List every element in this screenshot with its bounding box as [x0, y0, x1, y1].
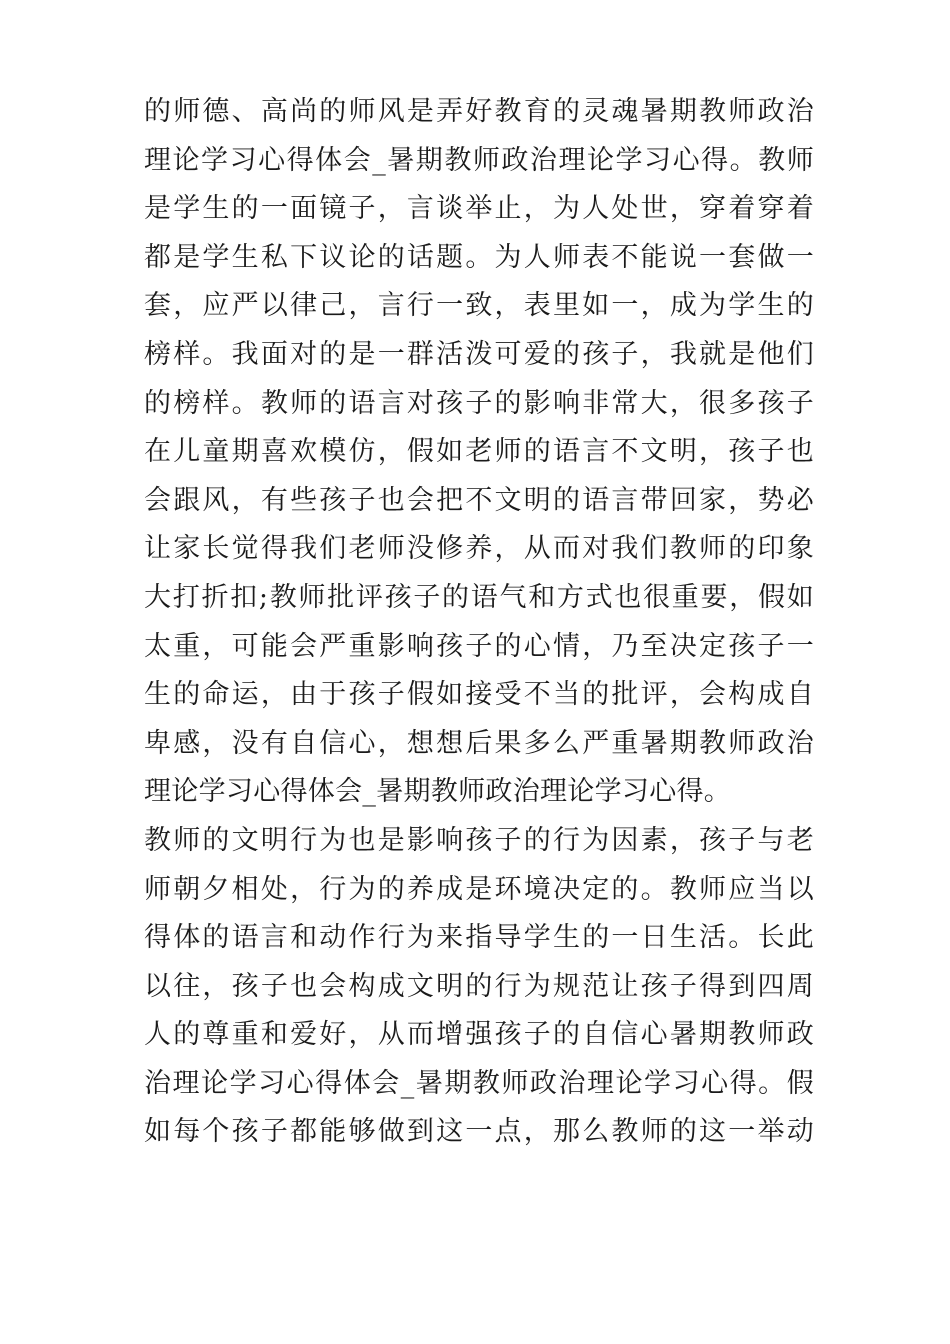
- text-line: 是学生的一面镜子，言谈举止，为人处世，穿着穿着: [144, 193, 814, 225]
- body-text: [144, 88, 814, 1157]
- text-line: 让家长觉得我们老师没修养，从而对我们教师的印象: [144, 533, 814, 565]
- text-line: 都是学生私下议论的话题。为人师表不能说一套做一: [144, 241, 814, 273]
- text-line: 生的命运，由于孩子假如接受不当的批评，会构成自: [144, 679, 814, 711]
- text-line: 得体的语言和动作行为来指导学生的一日生活。长此: [144, 922, 814, 954]
- text-line: 教师的文明行为也是影响孩子的行为因素，孩子与老: [144, 824, 814, 856]
- text-line: 以往，孩子也会构成文明的行为规范让孩子得到四周: [144, 970, 814, 1002]
- text-line: 的榜样。教师的语言对孩子的影响非常大，很多孩子: [144, 387, 814, 419]
- text-line: 卑感，没有自信心，想想后果多么严重暑期教师政治: [144, 727, 814, 759]
- text-line: 在儿童期喜欢模仿，假如老师的语言不文明，孩子也: [144, 436, 814, 468]
- text-line: 的师德、高尚的师风是弄好教育的灵魂暑期教师政治: [144, 96, 814, 127]
- text-line: 如每个孩子都能够做到这一点，那么教师的这一举动: [144, 1116, 814, 1148]
- text-line: 人的尊重和爱好，从而增强孩子的自信心暑期教师政: [144, 1019, 814, 1051]
- text-line: 理论学习心得体会_暑期教师政治理论学习心得。教师: [144, 144, 814, 176]
- text-line: 榜样。我面对的是一群活泼可爱的孩子，我就是他们: [144, 338, 814, 370]
- text-line: 套，应严以律己，言行一致，表里如一，成为学生的: [144, 290, 814, 322]
- text-line: 师朝夕相处，行为的养成是环境决定的。教师应当以: [144, 873, 814, 905]
- text-line: 太重，可能会严重影响孩子的心情，乃至决定孩子一: [144, 630, 814, 662]
- text-line: 理论学习心得体会_暑期教师政治理论学习心得。: [144, 776, 732, 808]
- text-line: 会跟风，有些孩子也会把不文明的语言带回家，势必: [144, 484, 814, 516]
- text-line: 大打折扣;教师批评孩子的语气和方式也很重要，假如: [144, 581, 814, 613]
- text-line: 治理论学习心得体会_暑期教师政治理论学习心得。假: [144, 1067, 814, 1099]
